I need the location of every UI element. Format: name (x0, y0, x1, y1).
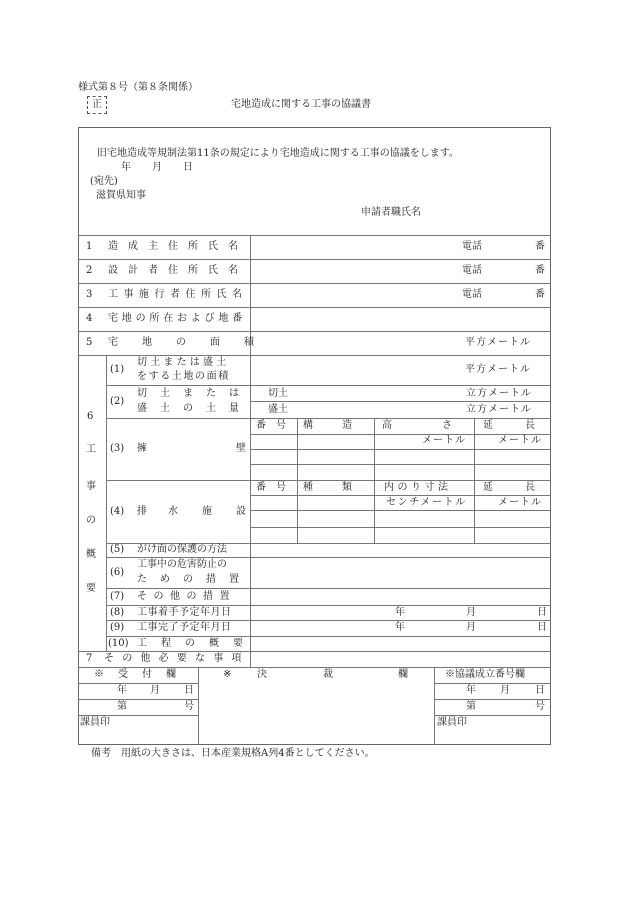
row7-number: 7 (86, 653, 93, 664)
row1-ban: 番 (535, 241, 545, 252)
reception-go: 号 (184, 701, 194, 712)
s9-month: 月 (466, 622, 476, 633)
section6-label-ji: 事 (86, 481, 96, 492)
s4-header-inner: 内のり寸法 (384, 482, 452, 493)
row3-phone-label: 電話 (462, 289, 482, 300)
s6-line1: 工事中の危害防止の (137, 559, 227, 570)
s2-fill-unit: 立方メートル (466, 404, 532, 415)
addressee: 滋賀県知事 (96, 190, 146, 201)
decision-header-ran: 欄 (398, 669, 408, 680)
s2-number: (2) (110, 396, 125, 407)
section6-label-no: の (86, 515, 96, 526)
form-number: 様式第８号（第８条関係） (78, 82, 198, 93)
s1-line2: をする土地の面積 (137, 371, 230, 382)
reception-day: 日 (184, 685, 194, 696)
s1-number: (1) (110, 364, 125, 375)
agreement-month: 月 (500, 685, 510, 696)
s4-label-3: 施 (202, 506, 212, 517)
decision-header-sai: 裁 (323, 669, 333, 680)
s4-label-4: 設 (236, 506, 246, 517)
s5-label: がけ面の保護の方法 (137, 544, 227, 555)
decision-header-mark: ※ (223, 669, 232, 680)
s3-label-b: 壁 (236, 443, 246, 454)
row3-ban: 番 (535, 289, 545, 300)
stamp-seisho: 正 (87, 96, 107, 114)
s3-unit-height: メートル (422, 435, 466, 446)
s3-header-height: 高 さ (382, 420, 462, 431)
intro-statement: 旧宅地造成等規制法第11条の規定により宅地造成に関する工事の協議をします。 (97, 148, 459, 159)
agreement-day: 日 (535, 685, 545, 696)
s8-month: 月 (466, 607, 476, 618)
agreement-header: ※協議成立番号欄 (445, 669, 525, 680)
s3-unit-length: メートル (498, 435, 542, 446)
section6-label-you: 要 (86, 583, 96, 594)
document-title: 宅地造成に関する工事の協議書 (231, 99, 371, 110)
agreement-year: 年 (466, 685, 476, 696)
reception-dai: 第 (117, 701, 127, 712)
s9-label: 工事完了予定年月日 (137, 622, 232, 633)
s9-number: (9) (110, 622, 125, 633)
s6-number: (6) (110, 567, 125, 578)
s1-unit: 平方メートル (465, 364, 531, 375)
s6-line2: ための措置 (137, 574, 252, 585)
row2-label: 設計者住所氏名 (108, 265, 248, 276)
applicant-label: 申請者職氏名 (361, 207, 421, 218)
s2-fill-label: 盛土 (268, 404, 288, 415)
intro-date-day: 日 (183, 162, 193, 173)
row1-number: 1 (86, 241, 93, 252)
agreement-go: 号 (535, 701, 545, 712)
row4-label: 宅地の所在および地番 (108, 313, 246, 324)
reception-month: 月 (150, 685, 160, 696)
s7-label: その他の措置 (137, 591, 236, 602)
intro-date-month: 月 (152, 162, 162, 173)
section6-label-6: 6 (87, 411, 94, 422)
row4-number: 4 (86, 313, 93, 324)
s2-line1: 切土または (137, 388, 252, 399)
s7-number: (7) (110, 591, 125, 602)
row1-label (108, 241, 246, 253)
row2-number: 2 (86, 265, 93, 276)
agreement-seal: 課員印 (437, 717, 467, 728)
s2-cut-unit: 立方メートル (466, 388, 532, 399)
s5-number: (5) (110, 544, 125, 555)
s3-label-a: 擁 (137, 443, 147, 454)
section6-label-ko: 工 (86, 444, 96, 455)
s1-line1: 切土または盛土 (137, 357, 230, 368)
decision-header-ketsu: 決 (257, 669, 267, 680)
row7-label: その他必要な事項 (104, 653, 250, 664)
s4-header-length: 延 長 (483, 482, 539, 493)
s2-cut-label: 切土 (268, 388, 288, 399)
s10-number: (10) (108, 638, 129, 649)
intro-date-year: 年 (121, 162, 131, 173)
row1-phone-label: 電話 (462, 241, 482, 252)
s10-label: 工程の概要 (137, 638, 257, 649)
row3-number: 3 (86, 289, 93, 300)
reception-header: ※受付欄 (94, 669, 190, 680)
row3-label: 工事施行者住所氏名 (108, 289, 248, 300)
row5-label: 宅地の面積 (108, 337, 278, 348)
row1-label-text: 造成主住所氏名 (108, 241, 248, 252)
s9-day: 日 (537, 622, 547, 633)
s4-label-2: 水 (168, 506, 178, 517)
s3-header-number: 番 号 (256, 420, 286, 431)
row2-phone-label: 電話 (462, 265, 482, 276)
reception-seal: 課員印 (80, 717, 110, 728)
reception-year: 年 (117, 685, 127, 696)
s4-header-type: 種 類 (303, 482, 355, 493)
s3-header-length: 延 長 (483, 420, 539, 431)
note: 備考 用紙の大きさは、日本産業規格A列4番としてください。 (91, 748, 375, 759)
s2-line2: 盛土の土量 (137, 403, 252, 414)
row5-unit: 平方メートル (465, 337, 531, 348)
s8-day: 日 (537, 607, 547, 618)
addressee-label: (宛先) (90, 176, 118, 187)
s9-year: 年 (395, 622, 405, 633)
s8-label: 工事着手予定年月日 (137, 607, 232, 618)
s4-label-1: 排 (137, 506, 147, 517)
row5-number: 5 (86, 337, 93, 348)
s3-header-structure: 構 造 (303, 420, 355, 431)
s3-number: (3) (110, 443, 125, 454)
section6-label-gai: 概 (86, 549, 96, 560)
s4-unit-inner: センチメートル (386, 497, 467, 508)
s8-number: (8) (110, 607, 125, 618)
s4-unit-length: メートル (498, 497, 542, 508)
s8-year: 年 (395, 607, 405, 618)
s4-header-number: 番 号 (256, 482, 286, 493)
agreement-dai: 第 (466, 701, 476, 712)
row2-ban: 番 (535, 265, 545, 276)
s4-number: (4) (110, 506, 125, 517)
